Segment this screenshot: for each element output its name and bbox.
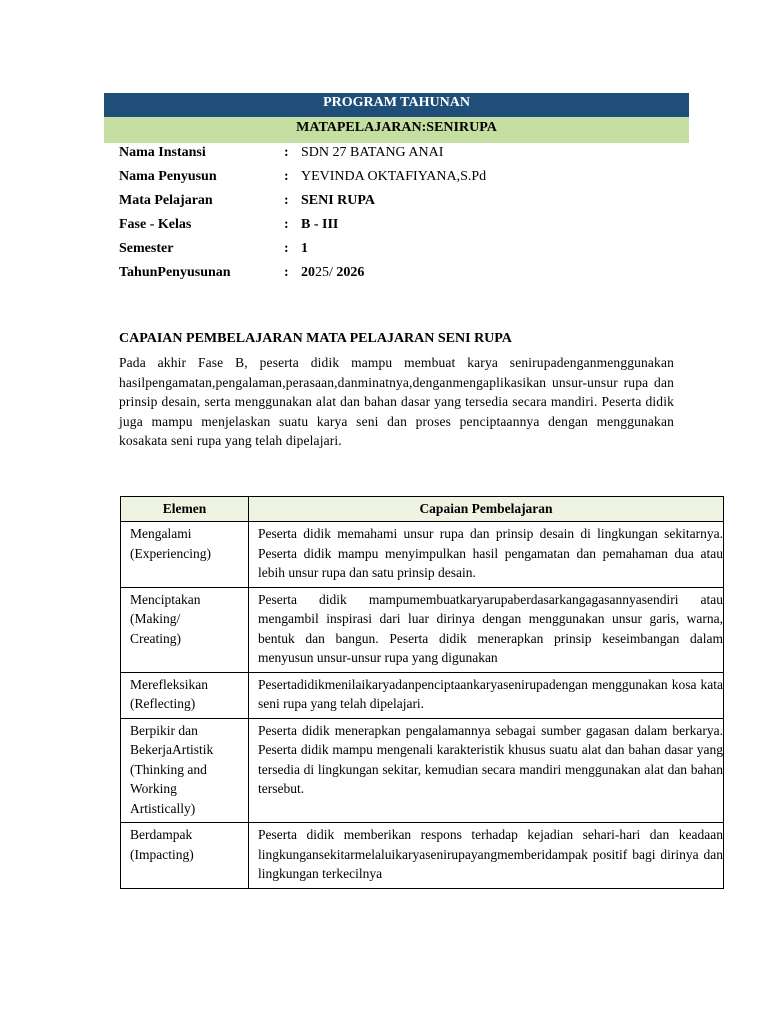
cp-cell: Peserta didik menerapkan pengalamannya sebagai sumber gagasan dalam berkarya. Peserta didik mampu mengenali karakteristik khusus suatu alat dan bahan dasar yang tersedia di lingkungan sekitar, kemudian secara mandiri menggunakan alat dan bahan tersebut. (249, 718, 724, 823)
year-suffix: 2026 (336, 265, 365, 280)
info-colon: : (284, 193, 289, 208)
info-label: TahunPenyusunan (119, 265, 231, 280)
info-label: Fase - Kelas (119, 217, 192, 232)
element-line: Working (130, 781, 177, 796)
info-value: B - III (301, 217, 339, 232)
info-value: YEVINDA OKTAFIYANA,S.Pd (301, 169, 487, 184)
info-row-mapel (119, 191, 679, 215)
cp-cell: Peserta didik mampumembuatkaryarupaberdasarkangagasannyasendiri atau mengambil inspirasi dari luar dirinya dengan menggunakan unsur garis, warna, bentuk dan bangun. Peserta didik menerapkan prinsip keseimbangan dalam menyusun unsur-unsur rupa yang digunakan (249, 587, 724, 672)
header-capaian: Capaian Pembelajaran (249, 497, 724, 522)
info-colon: : (284, 145, 289, 160)
section-paragraph: Pada akhir Fase B, peserta didik mampu membuat karya senirupadenganmenggunakan hasilpengamatan,pengalaman,perasaan,danminatnya,denganmengaplikasikan unsur-unsur rupa dan prinsip desain, serta menggunakan alat dan bahan dasar yang tersedia secara mandiri. Peserta didik juga mampu menjelaskan suatu karya seni dan proses penciptaannya dengan menggunakan kosakata seni rupa yang telah dipelajari. (119, 355, 674, 448)
element-line: (Thinking and (130, 761, 207, 777)
element-line: BekerjaArtistik (130, 742, 214, 757)
element-cell (121, 587, 249, 672)
table-row (121, 718, 724, 823)
element-line: Merefleksikan (130, 676, 208, 692)
cp-cell: Peserta didik memahami unsur rupa dan prinsip desain di lingkungan sekitarnya. Peserta didik mampu menyimpulkan hasil pengamatan dan pemahaman dua atau lebih unsur rupa dan satu prinsip desain. (249, 522, 724, 588)
cp-cell: Pesertadidikmenilaikaryadanpenciptaankaryasenirupadengan menggunakan kosa kata seni rupa yang telah dipelajari. (249, 672, 724, 718)
element-line: Artistically) (130, 800, 196, 816)
info-value: SDN 27 BATANG ANAI (301, 145, 444, 160)
info-value (301, 263, 364, 283)
info-row-penyusun (119, 167, 679, 191)
info-row-instansi (119, 143, 679, 167)
element-cell (121, 718, 249, 823)
table-header-row (121, 497, 724, 522)
element-cell (121, 823, 249, 889)
element-line: Menciptakan (130, 591, 201, 607)
table-row (121, 522, 724, 588)
element-cell (121, 672, 249, 718)
info-colon: : (284, 217, 289, 232)
info-colon: : (284, 265, 289, 280)
info-value: SENI RUPA (301, 193, 376, 208)
element-line: (Making/ (130, 611, 181, 626)
element-line: Berdampak (130, 827, 193, 842)
info-row-fase-kelas (119, 215, 679, 239)
document-title: PROGRAM TAHUNAN (104, 93, 689, 117)
info-label: Semester (119, 241, 174, 256)
section-heading: CAPAIAN PEMBELAJARAN MATA PELAJARAN SENI RUPA (119, 331, 512, 346)
info-row-semester (119, 239, 679, 263)
info-value: 1 (301, 241, 308, 256)
info-colon: : (284, 241, 289, 256)
info-label: Nama Instansi (119, 145, 206, 160)
element-line: Creating) (130, 630, 181, 646)
capaian-table (120, 496, 724, 889)
element-line: (Impacting) (130, 846, 194, 862)
info-label: Mata Pelajaran (119, 193, 213, 208)
table-row (121, 672, 724, 718)
element-line: Berpikir dan (130, 722, 198, 738)
year-prefix: 20 (301, 265, 315, 280)
document-subtitle: MATAPELAJARAN:SENIRUPA (104, 117, 689, 143)
info-colon: : (284, 169, 289, 184)
element-line: (Reflecting) (130, 696, 196, 711)
table-row (121, 823, 724, 889)
table-row (121, 587, 724, 672)
identity-info (119, 143, 679, 287)
element-line: (Experiencing) (130, 545, 211, 561)
element-line: Mengalami (130, 526, 192, 541)
element-cell (121, 522, 249, 588)
header-elemen: Elemen (121, 497, 249, 522)
cp-cell: Peserta didik memberikan respons terhadap kejadian sehari-hari dan keadaan lingkungansekitarmelaluikaryasenirupayangmemberidampak positif bagi dirinya dan lingkungan terkecilnya (249, 823, 724, 889)
info-row-tahun (119, 263, 679, 287)
info-label: Nama Penyusun (119, 169, 217, 184)
year-middle: 25/ (315, 265, 337, 280)
